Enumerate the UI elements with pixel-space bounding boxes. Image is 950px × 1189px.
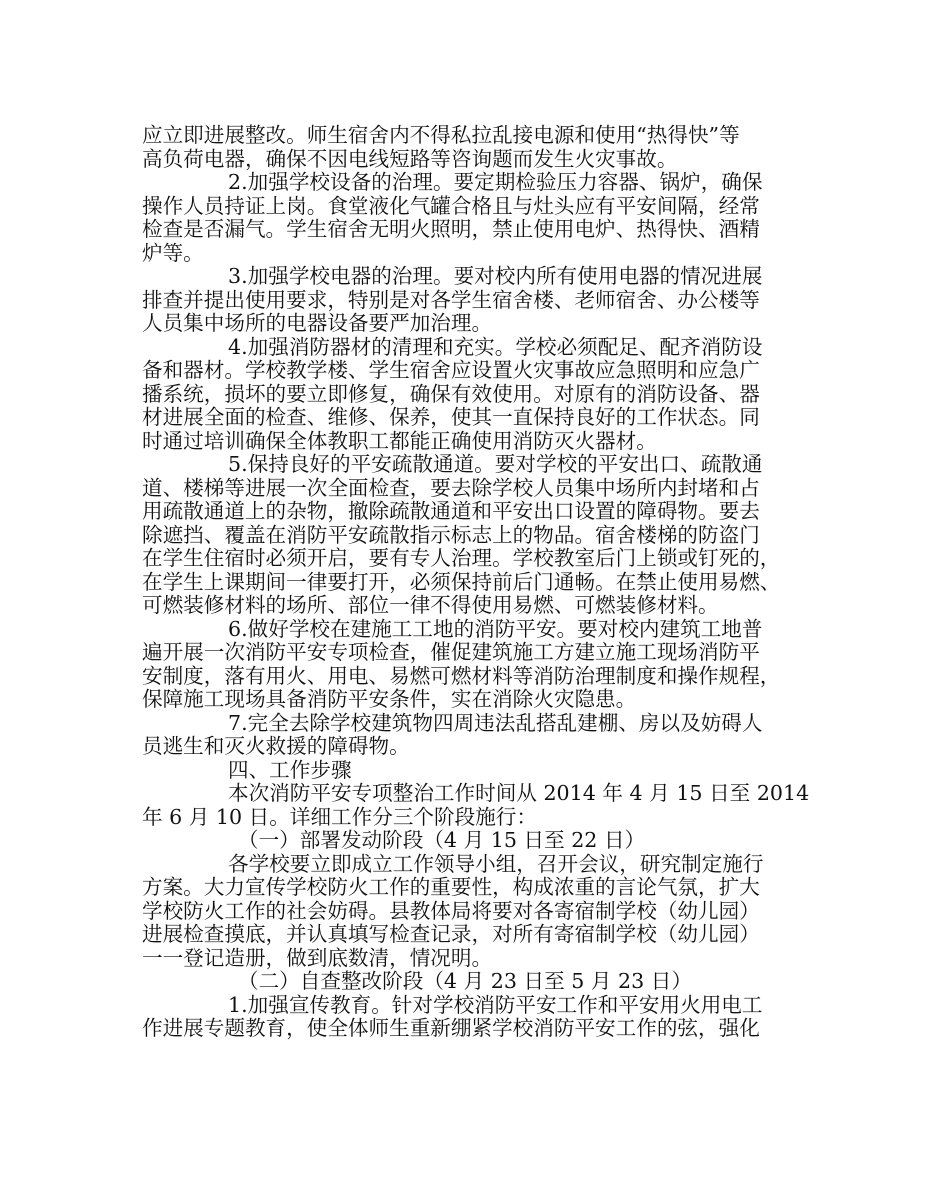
text-line: 7.完全去除学校建筑物四周违法乱搭乱建棚、房以及妨碍人 (228, 710, 763, 735)
text-line: 4.加强消防器材的清理和充实。学校必须配足、配齐消防设 (228, 334, 763, 359)
text-line: 播系统，损坏的要立即修复，确保有效使用。对原有的消防设备、器 (142, 381, 760, 406)
text-line: 2.加强学校设备的治理。要定期检验压力容器、锅炉，确保 (228, 170, 763, 194)
text-line: 方案。大力宣传学校防火工作的重要性，构成浓重的言论气氛，扩大 (142, 875, 760, 899)
text-line: 人员集中场所的电器设备要严加治理。 (142, 311, 493, 335)
document-body (142, 124, 828, 1041)
text-line: 年 6 月 10 日。详细工作分三个阶段施行： (142, 804, 537, 829)
text-line: （二）自查整改阶段（4 月 23 日至 5 月 23 日） (238, 969, 692, 993)
text-line: 备和器材。学校教学楼、学生宿舍应设置火灾事故应急照明和应急广 (142, 358, 760, 382)
text-line: 应立即进展整改。师生宿舍内不得私拉乱接电源和使用“热得快”等 (142, 123, 740, 147)
text-line: 学校防火工作的社会妨碍。县教体局将要对各寄宿制学校（幼儿园） (142, 898, 760, 923)
text-line: 在学生上课期间一律要打开，必须保持前后门通畅。在禁止使用易燃、 (142, 569, 781, 594)
text-line: 各学校要立即成立工作领导小组，召开会议，研究制定施行 (228, 851, 764, 876)
text-line: 1.加强宣传教育。针对学校消防平安工作和平安用火用电工 (228, 992, 763, 1017)
text-line: 操作人员持证上岗。食堂液化气罐合格且与灶头应有平安间隔，经常 (142, 193, 760, 218)
text-line: 5.保持良好的平安疏散通道。要对学校的平安出口、疏散通 (228, 452, 763, 476)
text-line: 一一登记造册，做到底数清，情况明。 (142, 945, 493, 970)
text-line: 员逃生和灭火救援的障碍物。 (142, 734, 410, 758)
text-line: 道、楼梯等进展一次全面检查，要去除学校人员集中场所内封堵和占 (142, 475, 760, 500)
text-line: 本次消防平安专项整治工作时间从 2014 年 4 月 15 日至 2014 (228, 781, 810, 805)
text-line: 6.做好学校在建施工工地的消防平安。要对校内建筑工地普 (228, 616, 763, 641)
text-line: 检查是否漏气。学生宿舍无明火照明，禁止使用电炉、热得快、酒精 (142, 217, 760, 241)
text-line: （一）部署发动阶段（4 月 15 日至 22 日） (238, 828, 646, 852)
text-line: 除遮挡、覆盖在消防平安疏散指示标志上的物品。宿舍楼梯的防盗门 (142, 522, 760, 547)
text-line: 排查并提出使用要求，特别是对各学生宿舍楼、老师宿舍、办公楼等 (142, 287, 760, 312)
text-line: 安制度，落有用火、用电、易燃可燃材料等消防治理制度和操作规程， (142, 663, 781, 688)
text-line: 可燃装修材料的场所、部位一律不得使用易燃、可燃装修材料。 (142, 593, 719, 617)
text-line: 材进展全面的检查、维修、保养，使其一直保持良好的工作状态。同 (142, 405, 760, 429)
text-line: 四、工作步骤 (228, 757, 352, 782)
text-line: 时通过培训确保全体教职工都能正确使用消防灭火器材。 (142, 428, 657, 453)
text-line: 进展检查摸底，并认真填写检查记录，对所有寄宿制学校（幼儿园） (142, 922, 760, 946)
text-line: 用疏散通道上的杂物，撤除疏散通道和平安出口设置的障碍物。要去 (142, 499, 760, 523)
text-line: 作进展专题教育，使全体师生重新绷紧学校消防平安工作的弦，强化 (142, 1016, 760, 1040)
text-line: 高负荷电器，确保不因电线短路等咨询题而发生火灾事故。 (142, 146, 678, 171)
text-line: 在学生住宿时必须开启，要有专人治理。学校教室后门上锁或钉死的， (142, 546, 781, 570)
text-line: 遍开展一次消防平安专项检查，催促建筑施工方建立施工现场消防平 (142, 640, 760, 664)
text-line: 炉等。 (142, 240, 204, 265)
text-line: 3.加强学校电器的治理。要对校内所有使用电器的情况进展 (228, 264, 763, 288)
text-line: 保障施工现场具备消防平安条件，实在消除火灾隐患。 (142, 687, 637, 711)
